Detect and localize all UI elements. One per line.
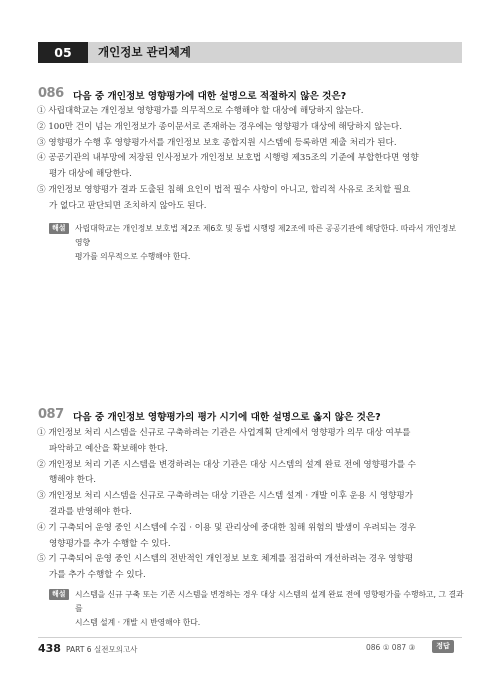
question-number: 086 — [38, 86, 64, 101]
section-header — [38, 42, 462, 63]
explanation-087 — [52, 588, 465, 630]
option-1: ① 개인정보 처리 시스템을 신규로 구축하려는 기관은 사업계획 단계에서 영향평가 의무 대상 여부를 — [37, 428, 411, 438]
option-1: ① 사립대학교는 개인정보 영향평가를 의무적으로 수행해야 할 대상에 해당하지 않는다. — [37, 106, 364, 116]
option-5: ⑤ 기 구축되어 운영 중인 시스템의 전반적인 개인정보 보호 체계를 점검하여 개선하려는 경우 영향평 — [37, 554, 414, 565]
explanation-badge: 해설 — [49, 589, 69, 600]
option-4: ④ 기 구축되어 운영 중인 시스템에 수집 · 이용 및 관리상에 중대한 침해 위험의 발생이 우려되는 경우 — [37, 522, 416, 533]
option-2-continued: 행해야 한다. — [49, 475, 96, 486]
option-5-continued: 가를 추가 수행할 수 있다. — [49, 570, 146, 581]
question-number: 087 — [38, 407, 64, 422]
page-number: 438 — [38, 642, 61, 655]
explanation-line: 시스템 설계 · 개발 시 반영해야 한다. — [75, 618, 201, 627]
option-1-continued: 파악하고 예산을 확보해야 한다. — [49, 443, 168, 454]
option-4-continued: 평가 대상에 해당한다. — [49, 169, 132, 180]
question-086 — [38, 86, 458, 104]
question-text: 다음 중 개인정보 영향평가의 평가 시기에 대한 설명으로 옳지 않은 것은? — [73, 412, 381, 423]
option-4-continued: 영향평가를 추가 수행할 수 있다. — [49, 538, 171, 549]
options-087 — [37, 426, 427, 584]
footer-divider — [38, 637, 462, 638]
section-number: 05 — [38, 42, 88, 63]
option-5: ⑤ 개인정보 영향평가 결과 도출된 침해 요인이 법적 필수 사항이 아니고, 합리적 사유로 조치할 필요 — [37, 184, 411, 195]
explanation-line: 평가를 의무적으로 수행해야 한다. — [75, 252, 191, 261]
answer-badge: 정답 — [432, 640, 454, 653]
explanation-badge: 해설 — [49, 223, 69, 234]
question-087 — [38, 407, 458, 425]
explanation-line: 사립대학교는 개인정보 보호법 제2조 제6호 및 동법 시행령 제2조에 따른 공공기관에 해당한다. 따라서 개인정보 영향 — [75, 224, 456, 247]
option-2: ② 개인정보 처리 기존 시스템을 변경하려는 대상 기관은 대상 시스템의 설계 완료 전에 영향평가를 수 — [37, 459, 416, 470]
option-4: ④ 공공기관의 내부망에 저장된 인사정보가 개인정보 보호법 시행령 제35조의 기준에 부합한다면 영향 — [37, 153, 419, 164]
option-2: ② 100만 건이 넘는 개인정보가 종이문서로 존재하는 경우에는 영향평가 대상에 해당하지 않는다. — [37, 121, 402, 132]
explanation-line: 시스템을 신규 구축 또는 기존 시스템을 변경하는 경우 대상 시스템의 설계 완료 전에 영향평가를 수행하고, 그 결과를 — [75, 590, 464, 613]
option-3: ③ 개인정보 처리 시스템을 신규로 구축하려는 대상 기관은 시스템 설계 · 개발 이후 운용 시 영향평가 — [37, 491, 414, 502]
option-3: ③ 영향평가 수행 후 영향평가서를 개인정보 보호 종합지원 시스템에 등록하면 제출 처리가 된다. — [37, 137, 397, 148]
question-text: 다음 중 개인정보 영향평가에 대한 설명으로 적절하지 않은 것은? — [73, 91, 347, 102]
section-title: 개인정보 관리체계 — [98, 45, 191, 59]
part-label: PART 6 실전모의고사 — [66, 645, 138, 654]
option-3-continued: 결과를 반영해야 한다. — [49, 506, 132, 517]
explanation-086 — [52, 222, 465, 264]
answer-key: 086 ① 087 ③ — [366, 643, 416, 652]
options-086 — [37, 104, 427, 215]
option-5-continued: 가 없다고 판단되면 조치하지 않아도 된다. — [49, 200, 207, 211]
